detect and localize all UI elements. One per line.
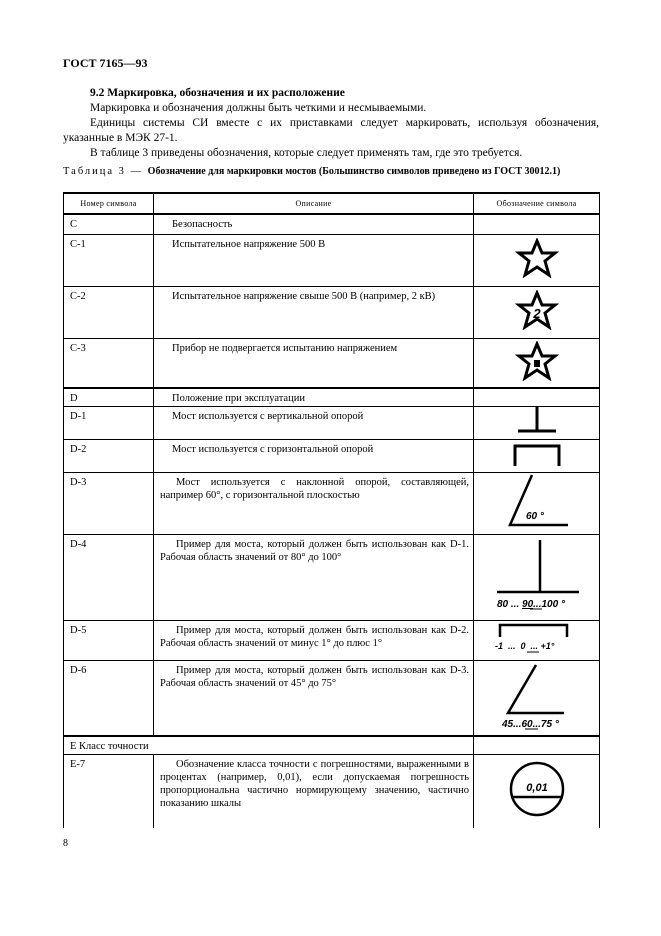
symbol-number: C-3 bbox=[64, 338, 154, 388]
table-row bbox=[64, 534, 600, 620]
description: Испытательное напряжение свыше 500 В (например, 2 кВ) bbox=[154, 286, 474, 338]
table-row bbox=[64, 286, 600, 338]
paragraph: В таблице 3 приведены обозначения, которые следует применять там, где это требуется. bbox=[90, 147, 523, 159]
description: Обозначение класса точности с погрешностями, выраженными в процентах (например, 0,01), если допускаемая погрешность пропорциональна частично нормирующему значению, частично показанию шкалы bbox=[154, 754, 474, 828]
inclined-range-icon bbox=[492, 661, 582, 731]
star-0-icon bbox=[515, 341, 559, 381]
symbol-number: D-3 bbox=[64, 472, 154, 534]
table-row bbox=[64, 736, 600, 754]
table-row bbox=[64, 439, 600, 472]
table-row bbox=[64, 388, 600, 406]
range-nominal: 0 bbox=[520, 641, 526, 651]
symbol-number: C-2 bbox=[64, 286, 154, 338]
description: Пример для моста, который должен быть использован как D-2. Рабочая область значений от минус 1° до плюс 1° bbox=[154, 620, 474, 660]
description: Безопасность bbox=[154, 214, 474, 234]
table-row bbox=[64, 620, 600, 660]
accuracy-class-icon bbox=[507, 759, 567, 819]
table-row bbox=[64, 406, 600, 439]
vertical-support-icon bbox=[512, 407, 562, 435]
star-2-icon bbox=[515, 290, 559, 330]
description: Мост используется с наклонной опорой, составляющей, например 60°, с горизонтальной плоскостью bbox=[154, 472, 474, 534]
description: Пример для моста, который должен быть использован как D-3. Рабочая область значений от 45° до 75° bbox=[154, 660, 474, 736]
horizontal-support-icon bbox=[507, 440, 567, 468]
vertical-range-icon bbox=[487, 536, 587, 612]
accuracy-label: 0,01 bbox=[525, 781, 548, 794]
range-min: -1 ... bbox=[494, 641, 521, 651]
range-nominal: 60 bbox=[520, 718, 533, 730]
table-row bbox=[64, 214, 600, 234]
description: Мост используется с горизонтальной опорой bbox=[154, 439, 474, 472]
range-max: ... +1° bbox=[525, 641, 554, 651]
svg-text:-1 ... 0 ... +1° bbox=[495, 641, 555, 651]
symbol-number: D-1 bbox=[64, 406, 154, 439]
column-header: Описание bbox=[154, 193, 474, 214]
table-row bbox=[64, 660, 600, 736]
table-row bbox=[64, 472, 600, 534]
description: Мост используется с вертикальной опорой bbox=[154, 406, 474, 439]
symbol-number: D-4 bbox=[64, 534, 154, 620]
paragraph: Единицы системы СИ вместе с их приставками следует маркировать, используя обозначения, указанные в МЭК 27-1. bbox=[63, 117, 599, 144]
column-header: Номер символа bbox=[64, 193, 154, 214]
description: Положение при эксплуатации bbox=[154, 388, 474, 406]
range-max: ...75 ° bbox=[532, 718, 559, 730]
range-nominal: 90 bbox=[521, 598, 533, 610]
group-title: E Класс точности bbox=[64, 736, 474, 754]
symbol-number: D-5 bbox=[64, 620, 154, 660]
symbol-number: C bbox=[64, 214, 154, 234]
symbol-number: E-7 bbox=[64, 754, 154, 828]
page-number: 8 bbox=[63, 838, 68, 849]
symbol-number: D-2 bbox=[64, 439, 154, 472]
angle-label: 60 ° bbox=[525, 511, 544, 522]
range-min: 80 ... bbox=[496, 598, 522, 610]
description: Испытательное напряжение 500 В bbox=[154, 234, 474, 286]
range-min: 45... bbox=[501, 718, 521, 730]
inclined-support-icon bbox=[502, 473, 572, 529]
caption-prefix: Таблица 3 — bbox=[63, 166, 148, 177]
column-header: Обозначение символа bbox=[474, 193, 600, 214]
svg-text:45...60...75 ° bbox=[501, 719, 560, 730]
star-icon bbox=[515, 238, 559, 278]
range-max: ...100 ° bbox=[532, 598, 565, 610]
symbol-number: C-1 bbox=[64, 234, 154, 286]
caption-title: Обозначение для маркировки мостов (Большинство символов приведено из ГОСТ 30012.1) bbox=[147, 166, 561, 177]
symbol-number: D bbox=[64, 388, 154, 406]
section-title: 9.2 Маркировка, обозначения и их расположение bbox=[90, 87, 345, 99]
table-row bbox=[64, 338, 600, 388]
description: Прибор не подвергается испытанию напряжением bbox=[154, 338, 474, 388]
paragraph: Маркировка и обозначения должны быть четкими и несмываемыми. bbox=[90, 102, 427, 114]
table-row bbox=[64, 234, 600, 286]
table-row bbox=[64, 754, 600, 828]
table-caption bbox=[63, 166, 560, 177]
star-label: 2 bbox=[532, 306, 541, 321]
document-header: ГОСТ 7165—93 bbox=[63, 56, 148, 70]
symbol-number: D-6 bbox=[64, 660, 154, 736]
symbols-table bbox=[63, 192, 600, 828]
description: Пример для моста, который должен быть использован как D-1. Рабочая область значений от 80° до 100° bbox=[154, 534, 474, 620]
svg-text:80 ... 90...100 ° bbox=[497, 599, 566, 610]
horizontal-range-icon bbox=[487, 621, 587, 655]
